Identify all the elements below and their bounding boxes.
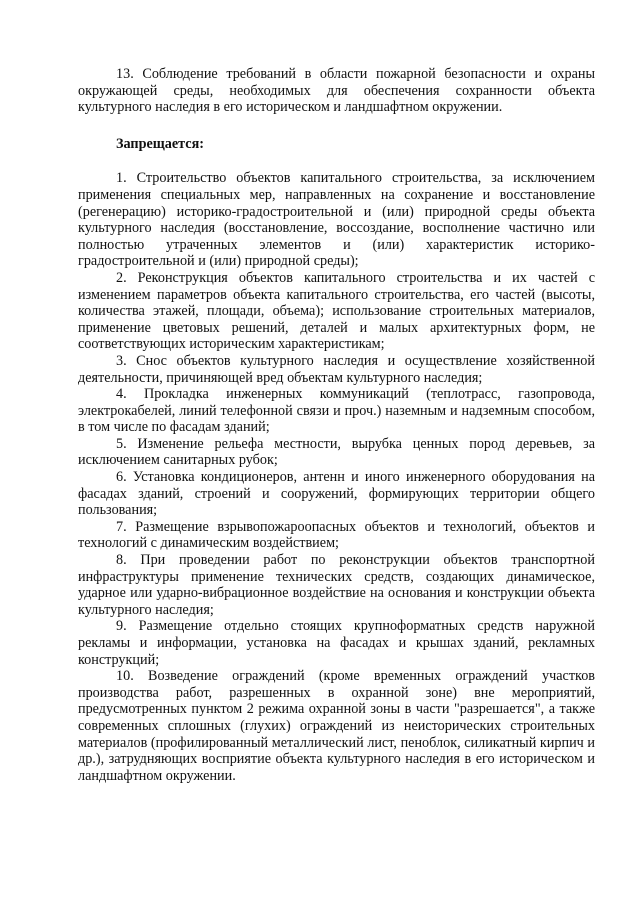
list-item: 10. Возведение ограждений (кроме временных ограждений участков производства работ, разрешенных в охранной зоне) вне мероприятий, предусмотренных пунктом 2 режима охранной зоны в части "разрешается", а также современных сплошных (глухих) ограждений из неисторических строительных материалов (профилированный металлический лист, пеноблок, силикатный кирпич и др.), затрудняющих восприятие объекта культурного наследия в его историческом и ландшафтном окружении. [78,668,595,784]
list-item: 5. Изменение рельефа местности, вырубка ценных пород деревьев, за исключением санитарных рубок; [78,435,595,469]
list-item: 3. Снос объектов культурного наследия и осуществление хозяйственной деятельности, причиняющей вред объектам культурного наследия; [78,352,595,386]
list-item: 8. При проведении работ по реконструкции объектов транспортной инфраструктуры применение технических средств, создающих динамическое, ударное или ударно-вибрационное воздействие на основания и конструкции объекта культурного наследия; [78,552,595,618]
section-heading: Запрещается: [116,135,204,152]
list-item: 6. Установка кондиционеров, антенн и иного инженерного оборудования на фасадах зданий, строений и сооружений, формирующих территории общего пользования; [78,469,595,519]
intro-paragraph: 13. Соблюдение требований в области пожарной безопасности и охраны окружающей среды, необходимых для обеспечения сохранности объекта культурного наследия в его историческом и ландшафтном окружении. [78,66,595,116]
document-page [78,66,595,784]
list-item: 9. Размещение отдельно стоящих крупноформатных средств наружной рекламы и информации, установка на фасадах и крышах зданий, рекламных конструкций; [78,618,595,668]
list-item: 4. Прокладка инженерных коммуникаций (теплотрасс, газопровода, электрокабелей, линий телефонной связи и проч.) наземным и надземным способом, в том числе по фасадам зданий; [78,386,595,436]
list-item: 1. Строительство объектов капитального строительства, за исключением применения специальных мер, направленных на сохранение и восстановление (регенерацию) историко-градостроительной и (или) природной среды объекта культурного наследия (восстановление, воссоздание, восполнение частично или полностью утраченных элементов и (или) характеристик историко-градостроительной и (или) природной среды); [78,170,595,270]
list-item: 2. Реконструкция объектов капитального строительства и их частей с изменением параметров объекта капитального строительства, его частей (высоты, количества этажей, площади, объема); использование строительных материалов, применение цветовых решений, деталей и малых архитектурных форм, не соответствующих историческим характеристикам; [78,269,595,353]
list-item: 7. Размещение взрывопожароопасных объектов и технологий, объектов и технологий с динамическим воздействием; [78,518,595,552]
